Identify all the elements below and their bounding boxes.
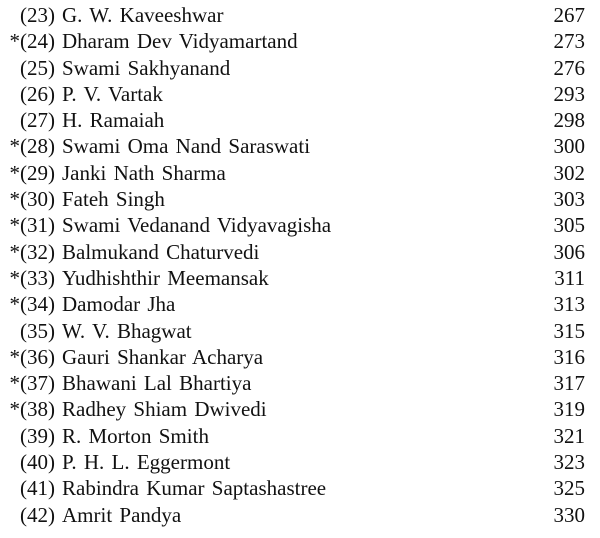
toc-entry bbox=[0, 318, 600, 344]
page-number: 315 bbox=[553, 318, 585, 343]
entry-title: Damodar Jha bbox=[62, 292, 176, 317]
page-number: 311 bbox=[554, 265, 585, 290]
entry-title: Amrit Pandya bbox=[62, 502, 182, 527]
entry-title: G. W. Kaveeshwar bbox=[62, 3, 224, 27]
asterisk-marker: * bbox=[9, 239, 20, 264]
page-number: 276 bbox=[553, 55, 585, 80]
asterisk-marker: * bbox=[9, 265, 20, 290]
entry-title: Dharam Dev Vidyamartand bbox=[62, 29, 298, 54]
toc-entry bbox=[0, 107, 600, 133]
entry-number: (36) bbox=[20, 344, 55, 369]
entry-title: W. V. Bhagwat bbox=[62, 318, 192, 343]
asterisk-marker: * bbox=[9, 160, 20, 185]
entry-number: (39) bbox=[20, 423, 55, 448]
toc-entry bbox=[0, 396, 600, 422]
page-number: 313 bbox=[553, 292, 585, 317]
entry-number: (35) bbox=[20, 318, 55, 343]
page-number: 319 bbox=[553, 397, 585, 422]
page-number: 305 bbox=[553, 213, 585, 238]
toc-entry bbox=[0, 133, 600, 159]
page-number: 302 bbox=[553, 160, 585, 185]
entry-number: (29) bbox=[20, 160, 55, 185]
entry-title: Swami Oma Nand Saraswati bbox=[62, 134, 311, 159]
toc-entry bbox=[0, 160, 600, 186]
entry-number: (26) bbox=[20, 81, 55, 106]
entry-title: Janki Nath Sharma bbox=[62, 160, 226, 185]
toc-entry bbox=[0, 423, 600, 449]
entry-title: R. Morton Smith bbox=[62, 423, 209, 448]
toc-entry bbox=[0, 55, 600, 81]
entry-title: Bhawani Lal Bhartiya bbox=[62, 371, 252, 396]
page-number: 293 bbox=[553, 81, 585, 106]
entry-number: (41) bbox=[20, 476, 55, 501]
toc-entry bbox=[0, 239, 600, 265]
asterisk-marker: * bbox=[9, 134, 20, 159]
entry-number: (33) bbox=[20, 265, 55, 290]
toc-entry bbox=[0, 28, 600, 54]
page-number: 306 bbox=[553, 239, 585, 264]
toc-entry bbox=[0, 265, 600, 291]
entry-title: Gauri Shankar Acharya bbox=[62, 344, 264, 369]
toc-entry bbox=[0, 475, 600, 501]
asterisk-marker: * bbox=[9, 213, 20, 238]
table-of-contents bbox=[0, 2, 600, 528]
page-number: 303 bbox=[553, 187, 585, 212]
asterisk-marker: * bbox=[9, 29, 20, 54]
page-number: 298 bbox=[553, 108, 585, 133]
entry-title: P. V. Vartak bbox=[62, 81, 163, 106]
entry-number: (25) bbox=[20, 55, 55, 80]
asterisk-marker: * bbox=[9, 371, 20, 396]
toc-entry bbox=[0, 449, 600, 475]
page-number: 325 bbox=[553, 476, 585, 501]
toc-entry bbox=[0, 81, 600, 107]
page-number: 273 bbox=[553, 29, 585, 54]
entry-number: (27) bbox=[20, 108, 55, 133]
toc-entry bbox=[0, 186, 600, 212]
entry-title: Swami Vedanand Vidyavagisha bbox=[62, 213, 332, 238]
toc-entry bbox=[0, 2, 600, 28]
entry-title: H. Ramaiah bbox=[62, 108, 165, 133]
page-number: 267 bbox=[553, 3, 585, 27]
entry-title: Yudhishthir Meemansak bbox=[62, 265, 269, 290]
page-number: 330 bbox=[553, 502, 585, 527]
page-number: 323 bbox=[553, 450, 585, 475]
asterisk-marker: * bbox=[9, 397, 20, 422]
entry-number: (37) bbox=[20, 371, 55, 396]
entry-number: (28) bbox=[20, 134, 55, 159]
entry-number: (34) bbox=[20, 292, 55, 317]
page-number: 317 bbox=[553, 371, 585, 396]
entry-number: (32) bbox=[20, 239, 55, 264]
asterisk-marker: * bbox=[9, 344, 20, 369]
entry-number: (24) bbox=[20, 29, 55, 54]
toc-entry bbox=[0, 291, 600, 317]
asterisk-marker: * bbox=[9, 292, 20, 317]
entry-title: Rabindra Kumar Saptashastree bbox=[62, 476, 327, 501]
entry-title: Radhey Shiam Dwivedi bbox=[62, 397, 267, 422]
page-number: 300 bbox=[553, 134, 585, 159]
toc-entry bbox=[0, 502, 600, 528]
entry-number: (23) bbox=[20, 3, 55, 27]
page-number: 316 bbox=[553, 344, 585, 369]
entry-number: (38) bbox=[20, 397, 55, 422]
entry-title: Balmukand Chaturvedi bbox=[62, 239, 260, 264]
entry-number: (30) bbox=[20, 187, 55, 212]
entry-number: (40) bbox=[20, 450, 55, 475]
toc-entry bbox=[0, 344, 600, 370]
entry-number: (31) bbox=[20, 213, 55, 238]
toc-entry bbox=[0, 212, 600, 238]
asterisk-marker: * bbox=[9, 187, 20, 212]
entry-title: Fateh Singh bbox=[62, 187, 165, 212]
page-number: 321 bbox=[553, 423, 585, 448]
toc-entry bbox=[0, 370, 600, 396]
entry-number: (42) bbox=[20, 502, 55, 527]
entry-title: P. H. L. Eggermont bbox=[62, 450, 231, 475]
entry-title: Swami Sakhyanand bbox=[62, 55, 231, 80]
